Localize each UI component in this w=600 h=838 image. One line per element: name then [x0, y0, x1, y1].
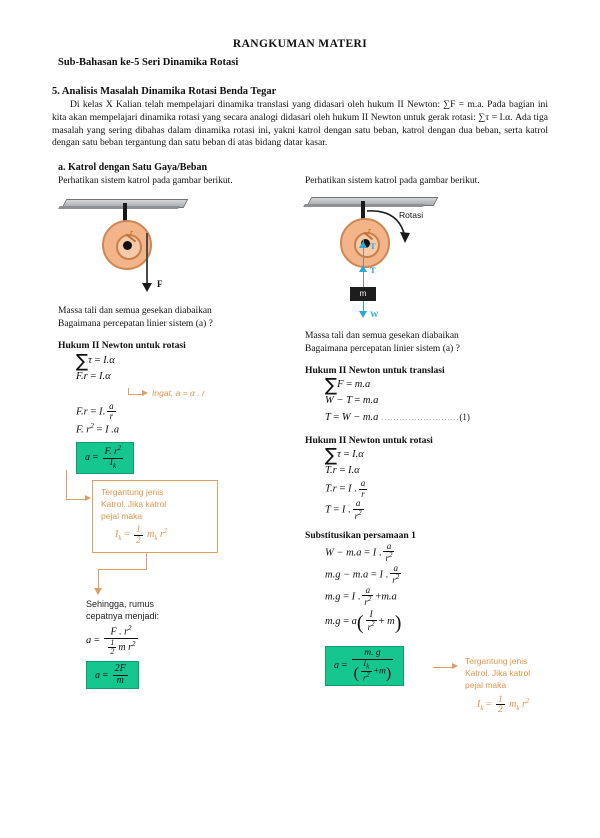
weight-label: W	[370, 309, 379, 320]
right-substitution-equations	[325, 542, 555, 639]
force-arrow-icon	[142, 283, 152, 292]
right-lede: Perhatikan sistem katrol pada gambar berikut.	[305, 176, 480, 186]
left-column	[58, 175, 298, 689]
right-boxed-result: a = m. g ( $\frac{Ik}{r2}$ +m)	[325, 646, 404, 686]
callout-exit-horizontal	[98, 569, 147, 570]
tension-arrow-upper-icon	[359, 241, 367, 248]
right-column	[305, 175, 555, 719]
right-callout-formula: $I_k$ = $\frac{1}{2}$ $m_k$ $r^2$	[477, 693, 530, 715]
callout-feed-vertical	[66, 470, 67, 500]
tension-label-lower: T	[370, 265, 376, 276]
left-callout-box	[92, 480, 218, 554]
left-boxed-result: a = $\frac{F. r^2}{I_k}$	[76, 442, 134, 473]
left-final-boxed-wrapper	[86, 658, 298, 689]
right-trans-eq-3: T = W − m.a ..........................(1)	[325, 411, 470, 423]
section-heading: 5. Analisis Masalah Dinamika Rotasi Benda Tegar	[52, 86, 277, 97]
document-page	[0, 38, 600, 838]
left-callout-line-3: pejal maka	[101, 511, 143, 522]
right-sub-eq-1: W − m.a = I . $\frac{a}{r^2}$	[325, 541, 393, 564]
left-callout-line-2: Katrol. Jika katrol	[101, 498, 167, 509]
left-callout-line-1: Tergantung jenis	[101, 486, 164, 497]
weight-arrow-icon	[359, 311, 367, 318]
subsection-heading: a. Katrol dengan Satu Gaya/Beban	[58, 162, 208, 173]
left-conclusion-label-2: cepatnya menjadi:	[86, 610, 160, 621]
tension-label-upper: T	[370, 241, 376, 252]
callout-arrow-icon	[85, 495, 91, 501]
left-law-heading: Hukum II Newton untuk rotasi	[58, 339, 186, 351]
hint-arrow-icon	[142, 390, 148, 396]
callout-exit-vertical	[146, 552, 147, 570]
left-final-fraction: a = F . $r^2$ $\frac{1}{2}$ m $r^2$	[86, 623, 136, 656]
right-translation-equations	[325, 374, 555, 426]
right-trans-eq-2: W − T = m.a	[325, 395, 379, 407]
left-conclusion-label-1: Sehingga, rumus	[86, 598, 155, 609]
right-rot-eq-4: T = I . $\frac{a}{r^2}$	[325, 498, 362, 521]
right-callout-box	[465, 655, 577, 715]
left-eq-4: F. $r^2 = I$ .a	[76, 422, 120, 436]
left-radius-label: r	[130, 228, 134, 238]
callout-down-vertical	[98, 569, 99, 589]
left-assumption-1: Massa tali dan semua gesekan diabaikan	[58, 306, 212, 317]
left-hint-row	[76, 386, 298, 402]
document-subtitle: Sub-Bahasan ke-5 Seri Dinamika Rotasi	[58, 57, 239, 68]
right-sub-eq-3: m.g = I . $\frac{a}{r^2}$ +m.a	[325, 584, 397, 608]
right-trans-eq-1: ∑F = m.a	[325, 374, 371, 396]
right-callout-line-2: Katrol. Jika katrol	[465, 667, 531, 678]
left-callout-wrapper	[58, 480, 298, 600]
right-pulley-diagram	[305, 187, 555, 330]
right-rotation-law-heading: Hukum II Newton untuk rotasi	[305, 434, 433, 446]
right-translation-law-heading: Hukum II Newton untuk translasi	[305, 364, 445, 376]
right-assumption-2: Bagaimana percepatan linier sistem (a) ?	[305, 344, 460, 355]
left-eq-2: F.r = I.α	[76, 371, 111, 383]
right-radius-label: r	[368, 226, 372, 236]
right-callout-connector	[433, 667, 453, 668]
left-hint-text: Ingat, a = α . r	[152, 387, 205, 398]
callout-feed-horizontal	[66, 499, 86, 500]
right-callout-line-1: Tergantung jenis	[465, 655, 528, 666]
left-lede: Perhatikan sistem katrol pada gambar berikut.	[58, 176, 233, 186]
left-eq-3: F.r = I. $\frac{a}{r}$	[76, 400, 114, 421]
rope-icon	[146, 233, 148, 285]
equation-number: (1)	[459, 411, 470, 422]
pulley-hub	[123, 241, 132, 250]
right-sub-eq-2: m.g − m.a = I . $\frac{a}{r^2}$	[325, 562, 400, 586]
left-eq-1: ∑τ = I.α	[76, 350, 115, 372]
right-rot-eq-2: T.r = I.α	[325, 465, 360, 477]
hint-elbow-horizontal	[128, 394, 143, 395]
callout-down-arrow-icon	[94, 588, 102, 595]
page-title: RANGKUMAN MATERI	[232, 38, 368, 50]
right-rot-eq-1: ∑τ = I.α	[325, 444, 364, 466]
right-rot-eq-3: T.r = I . $\frac{a}{r}$	[325, 478, 366, 499]
rotation-label: Rotasi	[399, 210, 424, 221]
right-result-row	[325, 643, 555, 719]
mass-block: m	[350, 287, 376, 301]
right-assumption-1: Massa tali dan semua gesekan diabaikan	[305, 331, 459, 342]
right-substitution-heading: Substitusikan persamaan 1	[305, 530, 416, 542]
left-final-boxed-result: a = $\frac{2F}{m}$	[86, 661, 139, 689]
left-equation-block	[76, 350, 298, 474]
tension-arrow-lower-icon	[359, 265, 367, 272]
right-rotation-equations	[325, 444, 555, 521]
intro-paragraph: Di kelas X Kalian telah mempelajari dinamika translasi yang didasari oleh hukum II Newton: ∑F = m.a. Pada bagian ini kita akan mempelajari dinamika rotasi yang secara analogi didasari oleh hukum II Newton untuk gerak rotasi: ∑τ = I.α. Ada tiga masalah yang sering dibahas dalam dinamika rotasi ini, yakni katrol dengan satu beban, katrol dengan dua beban, serta katrol dengan satu beban tergantung dan satu beban di atas bidang datar kasar.	[52, 99, 548, 149]
pulley-icon	[102, 220, 152, 270]
left-force-label: F	[157, 279, 163, 290]
right-sub-eq-4: m.g = a( $\frac{I}{r^2}$ + m)	[325, 609, 402, 634]
left-callout-formula: $I_k$ = $\frac{1}{2}$ $m_k$ $r^2$	[115, 524, 168, 545]
left-assumption-2: Bagaimana percepatan linier sistem (a) ?	[58, 319, 213, 330]
left-pulley-diagram	[58, 187, 298, 305]
right-callout-arrow-icon	[452, 663, 458, 669]
right-callout-line-3: pejal maka	[465, 680, 507, 691]
